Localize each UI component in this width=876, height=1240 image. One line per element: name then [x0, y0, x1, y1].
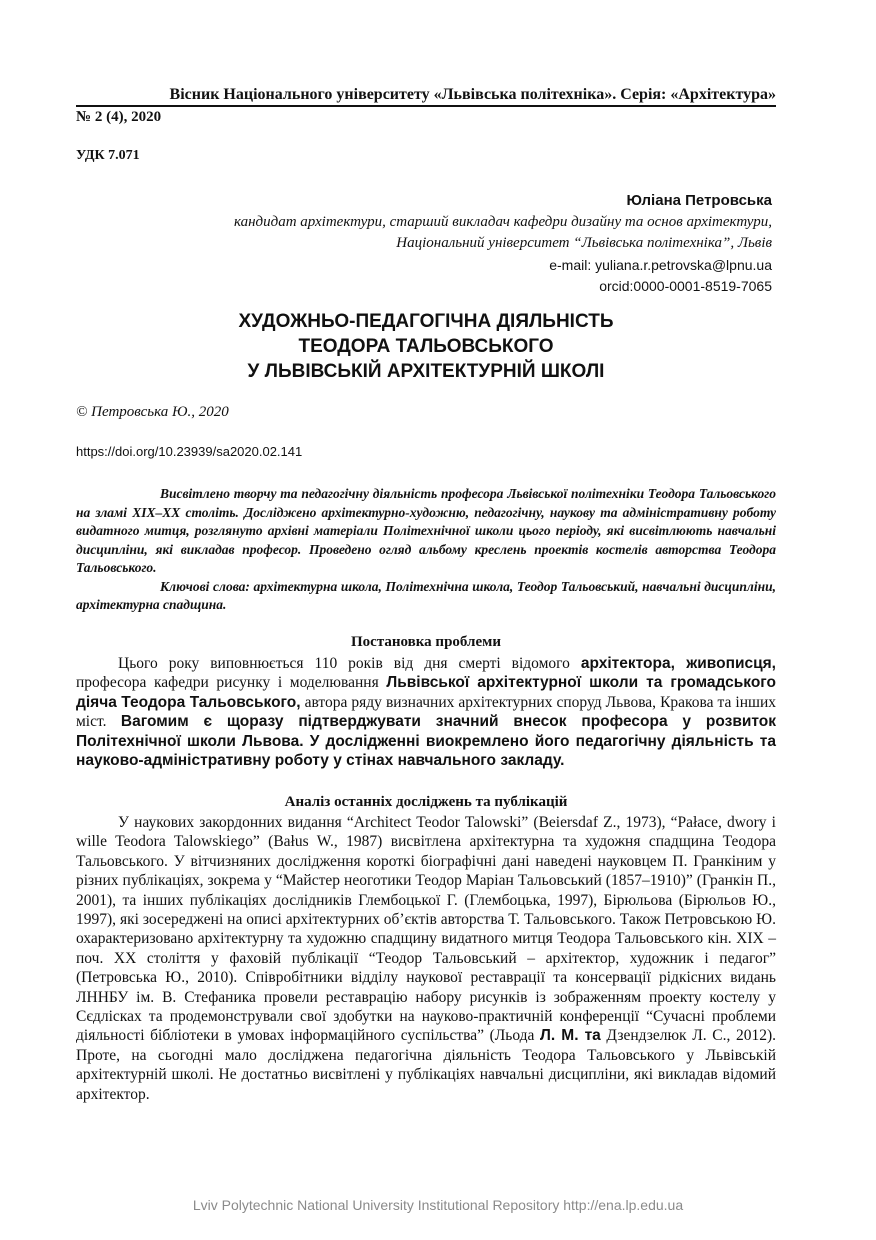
copyright-notice: © Петровська Ю., 2020	[76, 404, 229, 420]
text-run: автора ряду визначних архітектурних споруд Львова, Кракова та інших міст.	[76, 693, 777, 731]
text-run: Дзендзелюк Л. С., 2012). Проте, на сьогодні мало досліджена педагогічна діяльність Теодора Тальовського у Львівській архітектурній школі. Не достатньо висвітлені у публікаціях навчальні дисципліни, які викладав відомий архітектор.	[76, 1027, 776, 1103]
paper-title	[76, 309, 776, 384]
author-affiliation: Національний університет “Львівська політехніка”, Львів	[396, 235, 772, 251]
title-line: У ЛЬВІВСЬКІЙ АРХІТЕКТУРНІЙ ШКОЛІ	[247, 361, 605, 382]
emphasis-run: Львівської архітектурної школи та громадського діяча Теодора Тальовського,	[76, 674, 777, 711]
title-line: ХУДОЖНЬО-ПЕДАГОГІЧНА ДІЯЛЬНІСТЬ	[238, 311, 614, 332]
section-body-problem	[76, 654, 776, 770]
author-email: e-mail: yuliana.r.petrovska@lpnu.ua	[549, 256, 772, 273]
abstract-text: Висвітлено творчу та педагогічну діяльність професора Львівської політехніки Теодора Тальовського на зламі XIX–XX століть. Досліджено архітектурно-художню, педагогічну, наукову та адміністративну роботу видатного митця, розглянуто архівні матеріали Політехнічної школи цього періоду, які висвітлюють навчальні дисципліни, які викладав професор. Проведено огляд альбому креслень проектів костелів авторства Теодора Тальовського.	[76, 486, 776, 575]
author-orcid: orcid:0000-0001-8519-7065	[599, 278, 772, 294]
section-body-analysis	[76, 813, 776, 1104]
journal-title: Вісник Національного університету «Львівська політехніка». Серія: «Архітектура»	[169, 86, 776, 103]
section-heading-problem: Постановка проблеми	[351, 634, 501, 650]
text-run: У наукових закордонних видання “Architect Teodor Talowski” (Beiersdaf Z., 1973), “Pałace, dwory i wille Teodora Talowskiego” (Bałus W., 1987) висвітлена архітектурна та художня спадщина Теодора Тальовського. У вітчизняних дослідження короткі біографічні дані наведені науковцем П. Гранкіним у різних публікаціях, зокрема у “Майстер неоготики Теодор Маріан Тальовський (1857–1910)” (Гранкін П., 2001), та інших публікаціях дослідників Глембоцької Г. (Глембоцька, 1997), Бірюльова (Бірюльов Ю., 1997), які зосереджені на описі архітектурних об’єктів авторства Т. Тальовського. Також Петровською Ю. охарактеризовано архітектурну та художню спадщину видатного митця Теодора Тальовського кін. XIX – поч. XX століття у фаховій публікації “Теодор Тальовський – архітектор, художник і педагог” (Петровська Ю., 2010). Співробітники відділу наукової реставрації та консервації рідкісних видань ЛННБУ ім. В. Стефаника провели реставрацію набору рисунків із зображенням проекту костелу у Сєдліскаx та продемонстрували свої здобутки на науково-практичній конференції “Сучасні проблеми діяльності бібліотеки в умовах інформаційного суспільства” (Льода	[76, 814, 776, 1045]
issue-number: № 2 (4), 2020	[76, 109, 162, 125]
section-heading-analysis: Аналіз останніх досліджень та публікацій	[284, 794, 568, 810]
abstract	[76, 485, 776, 615]
keywords: Ключові слова: архітектурна школа, Політехнічна школа, Теодор Тальовський, навчальні дисципліни, архітектурна спадщина.	[76, 578, 776, 612]
doi-link[interactable]: https://doi.org/10.23939/sa2020.02.141	[76, 444, 303, 459]
paragraph	[76, 654, 776, 770]
emphasis-run: архітектора, живописця,	[580, 655, 776, 672]
header-rule	[76, 105, 776, 107]
udc-code: УДК 7.071	[76, 148, 140, 163]
author-position: кандидат архітектури, старший викладач кафедри дизайну та основ архітектури,	[233, 213, 772, 230]
emphasis-run: Л. М. та	[540, 1027, 601, 1045]
paragraph	[76, 813, 776, 1104]
author-name: Юліана Петровська	[626, 192, 772, 209]
title-line: ТЕОДОРА ТАЛЬОВСЬКОГО	[298, 336, 554, 357]
text-run: професора кафедри рисунку і моделювання	[76, 674, 387, 692]
repository-footer: Lviv Polytechnic National University Institutional Repository http://ena.lp.edu.ua	[192, 1197, 684, 1213]
emphasis-run: Вагомим є щоразу підтверджувати значний внесок професора у розвиток Політехнічної школи Львова. У дослідженні виокремлено його педагогічну діяльність та науково-адміністративну роботу у стінах навчального закладу.	[76, 713, 776, 770]
text-run: Цього року виповнюється 110 років від дня смерті відомого	[118, 655, 581, 672]
author-block	[234, 190, 772, 298]
